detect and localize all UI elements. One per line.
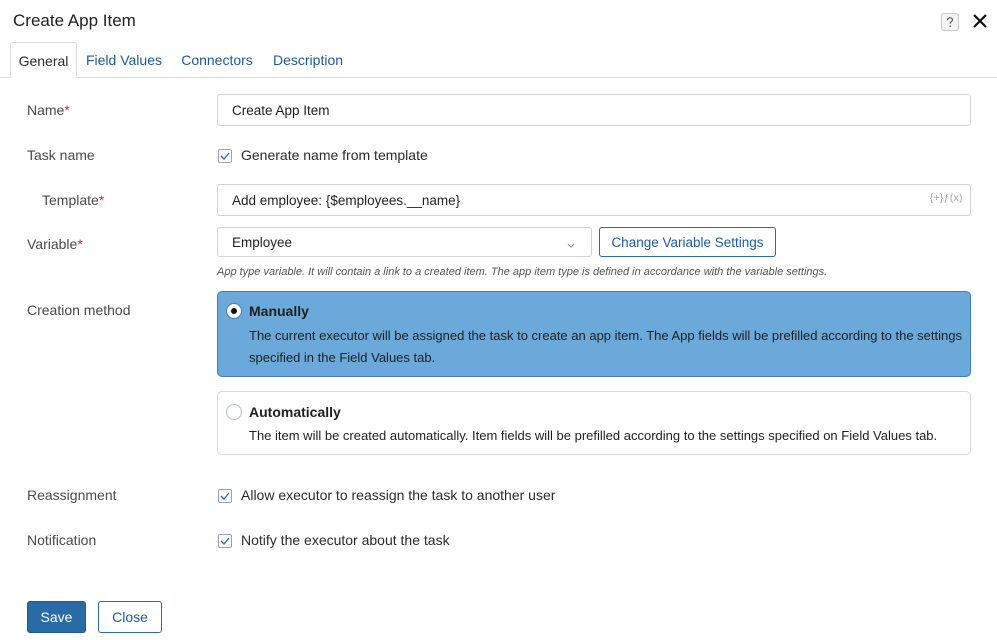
radio-automatically[interactable] bbox=[226, 404, 242, 420]
generate-name-checkbox[interactable] bbox=[218, 149, 232, 163]
template-label: Template* bbox=[42, 192, 105, 208]
close-icon[interactable] bbox=[970, 11, 990, 31]
notification-checkbox-label: Notify the executor about the task bbox=[241, 532, 450, 548]
tab-general[interactable]: General bbox=[10, 42, 77, 78]
change-variable-settings-button[interactable]: Change Variable Settings bbox=[599, 227, 776, 257]
notification-checkbox[interactable] bbox=[218, 534, 232, 548]
name-input[interactable] bbox=[217, 94, 971, 126]
required-mark: * bbox=[98, 192, 105, 208]
variable-select-value: Employee bbox=[232, 234, 293, 250]
reassignment-checkbox[interactable] bbox=[218, 489, 232, 503]
name-input-value: Create App Item bbox=[232, 102, 330, 118]
option-manually-description: The current executor will be assigned the task to create an app item. The App fields will be prefilled according to the settings specified in the Field Values tab. bbox=[249, 328, 962, 365]
close-button[interactable]: Close bbox=[98, 601, 162, 633]
variable-select[interactable] bbox=[217, 227, 592, 257]
option-manually-title: Manually bbox=[249, 303, 309, 319]
save-button[interactable]: Save bbox=[27, 601, 86, 633]
notification-label: Notification bbox=[27, 532, 97, 548]
radio-manually[interactable] bbox=[226, 303, 242, 319]
creation-option-automatically[interactable] bbox=[217, 391, 971, 455]
template-input-value: Add employee: {$employees.__name} bbox=[232, 192, 461, 208]
check-icon bbox=[220, 152, 230, 160]
template-input[interactable] bbox=[217, 184, 971, 216]
variable-function-insert-icon[interactable]: {+}ƒ(x) bbox=[929, 193, 963, 204]
check-icon bbox=[220, 492, 230, 500]
variable-label: Variable* bbox=[27, 236, 83, 252]
option-automatically-description: The item will be created automatically. Item fields will be prefilled according to the settings specified on Field Values tab. bbox=[249, 428, 938, 443]
dialog-title: Create App Item bbox=[13, 11, 136, 30]
reassignment-label: Reassignment bbox=[27, 487, 117, 503]
option-automatically-title: Automatically bbox=[249, 404, 341, 420]
creation-option-manually[interactable] bbox=[217, 291, 971, 377]
dialog-header bbox=[0, 0, 997, 44]
check-icon bbox=[220, 537, 230, 545]
tab-field-values[interactable]: Field Values bbox=[85, 52, 162, 68]
generate-name-checkbox-label: Generate name from template bbox=[241, 147, 428, 163]
task-name-label: Task name bbox=[27, 147, 95, 163]
tab-bar bbox=[0, 42, 997, 78]
chevron-down-icon bbox=[567, 237, 575, 252]
name-label: Name* bbox=[27, 102, 70, 118]
reassignment-checkbox-label: Allow executor to reassign the task to another user bbox=[241, 487, 556, 503]
variable-hint: App type variable. It will contain a link to a created item. The app item type is defined in accordance with the variable settings. bbox=[217, 266, 828, 278]
required-mark: * bbox=[77, 236, 83, 252]
creation-method-label: Creation method bbox=[27, 302, 131, 318]
required-mark: * bbox=[64, 102, 70, 118]
help-icon[interactable] bbox=[941, 13, 959, 31]
tab-description[interactable]: Description bbox=[272, 52, 344, 68]
tab-connectors[interactable]: Connectors bbox=[181, 52, 253, 68]
